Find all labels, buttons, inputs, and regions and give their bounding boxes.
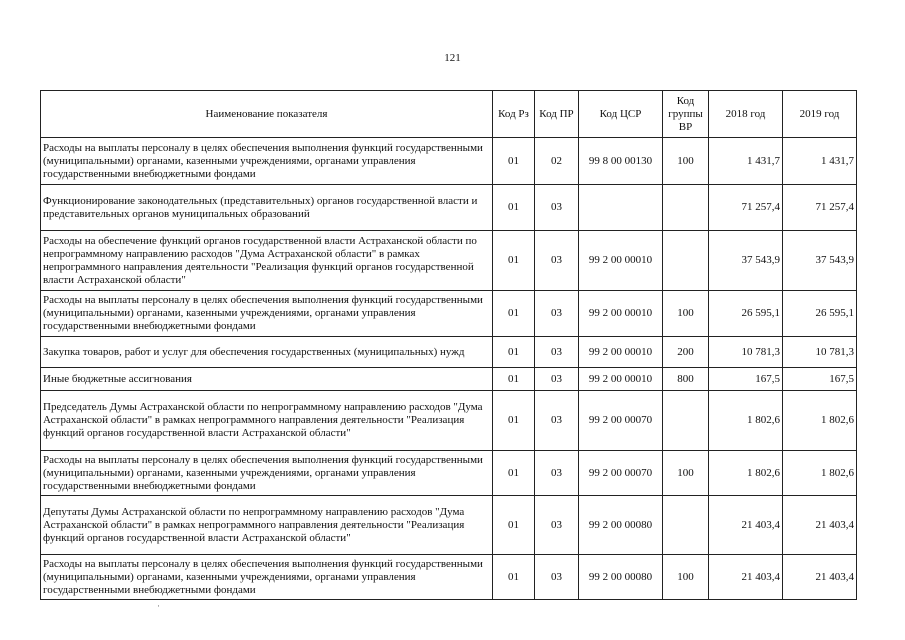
row-2019: 1 802,6 xyxy=(783,451,857,496)
row-rz: 01 xyxy=(493,291,535,337)
row-pr: 03 xyxy=(535,337,579,368)
row-csr: 99 2 00 00080 xyxy=(579,496,663,555)
table-row xyxy=(41,185,857,231)
row-2018: 21 403,4 xyxy=(709,555,783,600)
row-csr: 99 2 00 00010 xyxy=(579,231,663,291)
row-csr: 99 2 00 00080 xyxy=(579,555,663,600)
row-name: Иные бюджетные ассигнования xyxy=(41,368,493,391)
row-pr: 03 xyxy=(535,231,579,291)
row-pr: 03 xyxy=(535,496,579,555)
row-name: Расходы на обеспечение функций органов государственной власти Астраханской области по непрограммному направлению расходов "Дума Астраханской области" в рамках непрограммного направления деятельности "Реализация функций органов государственной власти Астраханской области" xyxy=(41,231,493,291)
row-pr: 03 xyxy=(535,185,579,231)
row-csr: 99 2 00 00010 xyxy=(579,368,663,391)
table-header-row xyxy=(41,91,857,138)
row-rz: 01 xyxy=(493,368,535,391)
row-2019: 1 802,6 xyxy=(783,391,857,451)
row-2018: 10 781,3 xyxy=(709,337,783,368)
row-vr xyxy=(663,391,709,451)
row-vr: 100 xyxy=(663,291,709,337)
row-rz: 01 xyxy=(493,231,535,291)
table-row xyxy=(41,555,857,600)
row-rz: 01 xyxy=(493,185,535,231)
header-name: Наименование показателя xyxy=(41,91,493,138)
row-pr: 03 xyxy=(535,391,579,451)
table-row xyxy=(41,496,857,555)
row-pr: 03 xyxy=(535,368,579,391)
row-2019: 21 403,4 xyxy=(783,555,857,600)
header-rz: Код Рз xyxy=(493,91,535,138)
table-row xyxy=(41,231,857,291)
row-vr xyxy=(663,231,709,291)
row-2019: 26 595,1 xyxy=(783,291,857,337)
page-number: 121 xyxy=(444,52,461,64)
row-vr: 100 xyxy=(663,451,709,496)
row-vr xyxy=(663,185,709,231)
row-csr: 99 2 00 00010 xyxy=(579,337,663,368)
row-vr: 100 xyxy=(663,555,709,600)
header-csr: Код ЦСР xyxy=(579,91,663,138)
row-csr: 99 8 00 00130 xyxy=(579,138,663,185)
row-rz: 01 xyxy=(493,451,535,496)
row-2018: 21 403,4 xyxy=(709,496,783,555)
row-2019: 10 781,3 xyxy=(783,337,857,368)
row-pr: 02 xyxy=(535,138,579,185)
row-csr: 99 2 00 00070 xyxy=(579,451,663,496)
row-2019: 167,5 xyxy=(783,368,857,391)
row-rz: 01 xyxy=(493,496,535,555)
table-row xyxy=(41,368,857,391)
row-name: Председатель Думы Астраханской области по непрограммному направлению расходов "Дума Астраханской области" в рамках непрограммного направления деятельности "Реализация функций органов государственной власти Астраханской области" xyxy=(41,391,493,451)
row-vr: 200 xyxy=(663,337,709,368)
row-pr: 03 xyxy=(535,451,579,496)
row-csr: 99 2 00 00070 xyxy=(579,391,663,451)
table-row xyxy=(41,391,857,451)
scan-mark: · xyxy=(157,601,160,611)
row-rz: 01 xyxy=(493,337,535,368)
row-name: Расходы на выплаты персоналу в целях обеспечения выполнения функций государственными (муниципальными) органами, казенными учреждениями, органами управления государственными внебюджетными фондами xyxy=(41,291,493,337)
row-csr: 99 2 00 00010 xyxy=(579,291,663,337)
row-2018: 71 257,4 xyxy=(709,185,783,231)
row-name: Закупка товаров, работ и услуг для обеспечения государственных (муниципальных) нужд xyxy=(41,337,493,368)
table-row xyxy=(41,138,857,185)
header-vr: Код группы ВР xyxy=(663,91,709,138)
row-name: Расходы на выплаты персоналу в целях обеспечения выполнения функций государственными (муниципальными) органами, казенными учреждениями, органами управления государственными внебюджетными фондами xyxy=(41,451,493,496)
row-2019: 1 431,7 xyxy=(783,138,857,185)
row-2019: 37 543,9 xyxy=(783,231,857,291)
row-pr: 03 xyxy=(535,555,579,600)
row-name: Расходы на выплаты персоналу в целях обеспечения выполнения функций государственными (муниципальными) органами, казенными учреждениями, органами управления государственными внебюджетными фондами xyxy=(41,555,493,600)
table-row xyxy=(41,337,857,368)
row-2018: 37 543,9 xyxy=(709,231,783,291)
row-rz: 01 xyxy=(493,391,535,451)
row-2018: 167,5 xyxy=(709,368,783,391)
row-vr: 800 xyxy=(663,368,709,391)
row-vr xyxy=(663,496,709,555)
header-2019: 2019 год xyxy=(783,91,857,138)
row-name: Функционирование законодательных (представительных) органов государственной власти и представительных органов муниципальных образований xyxy=(41,185,493,231)
row-rz: 01 xyxy=(493,555,535,600)
row-2019: 21 403,4 xyxy=(783,496,857,555)
row-csr xyxy=(579,185,663,231)
row-2018: 1 802,6 xyxy=(709,391,783,451)
row-2018: 1 431,7 xyxy=(709,138,783,185)
row-name: Расходы на выплаты персоналу в целях обеспечения выполнения функций государственными (муниципальными) органами, казенными учреждениями, органами управления государственными внебюджетными фондами xyxy=(41,138,493,185)
row-2019: 71 257,4 xyxy=(783,185,857,231)
row-rz: 01 xyxy=(493,138,535,185)
header-2018: 2018 год xyxy=(709,91,783,138)
row-vr: 100 xyxy=(663,138,709,185)
row-pr: 03 xyxy=(535,291,579,337)
table-row xyxy=(41,291,857,337)
row-name: Депутаты Думы Астраханской области по непрограммному направлению расходов "Дума Астраханской области" в рамках непрограммного направления деятельности "Реализация функций органов государственной власти Астраханской области" xyxy=(41,496,493,555)
row-2018: 1 802,6 xyxy=(709,451,783,496)
header-pr: Код ПР xyxy=(535,91,579,138)
table-row xyxy=(41,451,857,496)
row-2018: 26 595,1 xyxy=(709,291,783,337)
budget-table xyxy=(40,90,857,600)
